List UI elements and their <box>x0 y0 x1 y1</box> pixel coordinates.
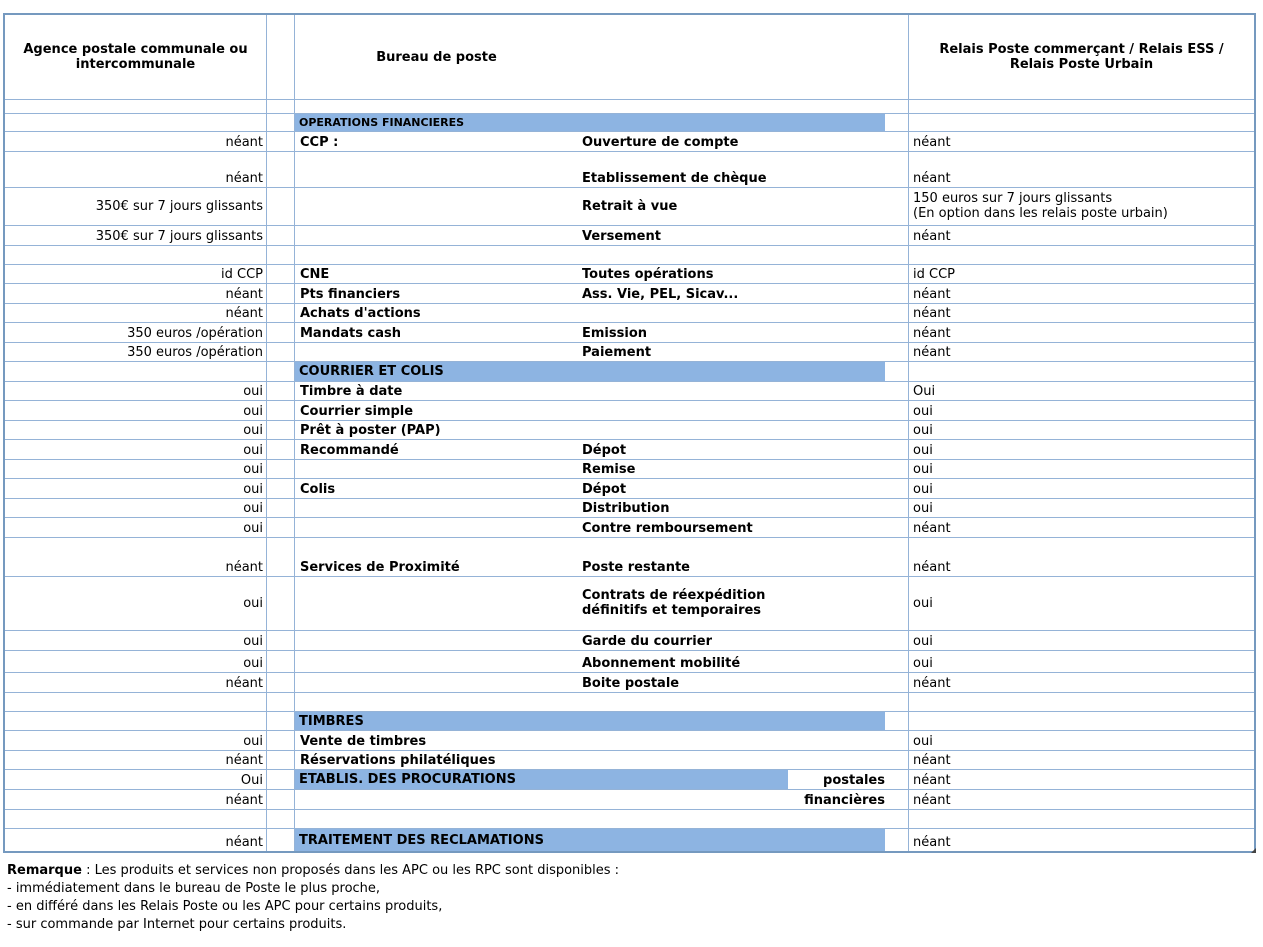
service-row <box>5 421 1254 440</box>
gap-column <box>267 712 295 730</box>
service-label: Vente de timbres <box>300 734 427 749</box>
apc-value: oui <box>5 440 267 459</box>
service-row <box>5 673 1254 693</box>
service-label <box>295 603 582 604</box>
apc-value: oui <box>5 382 267 400</box>
gap-column <box>267 673 295 692</box>
apc-value: oui <box>5 518 267 537</box>
service-sublabel: Toutes opérations <box>582 267 714 282</box>
service-sublabel: Boite postale <box>582 676 680 691</box>
remark-bullet: - immédiatement dans le bureau de Poste le plus proche, <box>7 881 381 896</box>
gap-column <box>267 226 295 245</box>
service-sublabel <box>582 438 908 439</box>
gap-column <box>267 829 295 851</box>
apc-value: 350 euros /opération <box>5 343 267 361</box>
apc-value: oui <box>5 577 267 630</box>
relais-value: oui <box>913 656 933 671</box>
service-label <box>295 649 582 650</box>
remark-bullet: - sur commande par Internet pour certains produits. <box>7 917 347 932</box>
service-label: CCP : <box>300 135 339 150</box>
gap-column <box>267 100 295 113</box>
gap-column <box>267 343 295 361</box>
bureau-cell <box>295 460 909 478</box>
relais-value: oui <box>913 443 933 458</box>
apc-value <box>5 693 267 711</box>
service-sublabel: Garde du courrier <box>582 634 712 649</box>
table-header-row <box>5 15 1254 100</box>
apc-value <box>5 114 267 131</box>
service-sublabel: Ouverture de compte <box>582 135 739 150</box>
service-row <box>5 751 1254 770</box>
service-sublabel: Contre remboursement <box>582 521 753 536</box>
header-relais <box>909 15 1254 99</box>
relais-value: néant <box>913 560 951 575</box>
gap-column <box>267 499 295 517</box>
service-label: Services de Proximité <box>300 560 460 575</box>
section-header-band: ETABLIS. DES PROCURATIONS <box>295 770 788 789</box>
service-row <box>5 382 1254 401</box>
relais-value <box>909 246 1254 264</box>
service-label <box>295 360 582 361</box>
bureau-cell <box>295 440 909 459</box>
service-row <box>5 304 1254 323</box>
section-header-band: TRAITEMENT DES RECLAMATIONS <box>295 829 885 851</box>
service-row <box>5 284 1254 304</box>
apc-value: oui <box>5 731 267 750</box>
section-row <box>5 114 1254 132</box>
service-label <box>295 808 582 809</box>
gap-column <box>267 693 295 711</box>
gap-column <box>267 382 295 400</box>
apc-value: néant <box>5 284 267 303</box>
apc-value: néant <box>5 538 267 576</box>
service-sublabel: Etablissement de chèque <box>582 171 767 186</box>
bureau-cell <box>295 421 909 439</box>
apc-value: id CCP <box>5 265 267 283</box>
apc-value: néant <box>5 829 267 851</box>
relais-value <box>909 362 1254 381</box>
service-sublabel: Poste restante <box>582 560 690 575</box>
gap-column <box>267 770 295 789</box>
remark-block <box>7 862 619 934</box>
bureau-cell <box>295 152 909 187</box>
section-header-band: TIMBRES <box>295 712 885 730</box>
service-sublabel: Remise <box>582 462 636 477</box>
section-row <box>5 829 1254 851</box>
service-row <box>5 323 1254 343</box>
service-row <box>5 226 1254 246</box>
service-row <box>5 631 1254 651</box>
service-sublabel: Retrait à vue <box>582 198 678 214</box>
relais-value: Oui <box>913 384 936 399</box>
services-table <box>3 13 1256 853</box>
bureau-cell <box>295 712 909 730</box>
bureau-cell <box>295 790 909 809</box>
service-row <box>5 265 1254 284</box>
apc-value <box>5 810 267 828</box>
remark-intro-line <box>7 862 619 880</box>
service-sublabel: financières <box>804 793 885 808</box>
service-sublabel <box>582 399 908 400</box>
relais-value: oui <box>913 501 933 516</box>
section-header-band: OPERATIONS FINANCIERES <box>295 114 885 131</box>
relais-value: néant <box>913 521 951 536</box>
relais-value: néant <box>913 229 951 244</box>
service-label <box>295 244 582 245</box>
gap-column <box>267 810 295 828</box>
service-sublabel: Contrats de réexpédition définitifs et temporaires <box>582 588 766 618</box>
service-label: CNE <box>300 267 330 282</box>
service-row <box>5 731 1254 751</box>
relais-value: id CCP <box>913 267 955 282</box>
service-sublabel: Dépot <box>582 443 627 458</box>
apc-value: néant <box>5 152 267 187</box>
gap-column <box>267 15 295 99</box>
bureau-cell <box>295 246 909 264</box>
bureau-cell <box>295 731 909 750</box>
bureau-cell <box>295 382 909 400</box>
remark-title: Remarque <box>7 863 82 878</box>
relais-value: néant <box>913 135 951 150</box>
apc-value: néant <box>5 673 267 692</box>
service-label <box>295 671 582 672</box>
section-row <box>5 770 1254 790</box>
relais-value: néant <box>913 171 951 186</box>
service-sublabel: Emission <box>582 326 647 341</box>
service-label: Achats d'actions <box>300 306 421 321</box>
gap-column <box>267 246 295 264</box>
bureau-cell <box>295 401 909 420</box>
service-label <box>295 516 582 517</box>
service-sublabel: Versement <box>582 229 661 244</box>
section-row <box>5 712 1254 731</box>
bureau-cell <box>295 518 909 537</box>
service-sublabel: Ass. Vie, PEL, Sicav... <box>582 287 739 302</box>
service-row <box>5 188 1254 226</box>
service-label: Pts financiers <box>300 287 401 302</box>
apc-value: néant <box>5 132 267 151</box>
gap-column <box>267 132 295 151</box>
bureau-cell <box>295 226 909 245</box>
apc-value: Oui <box>5 770 267 789</box>
bureau-cell <box>295 479 909 498</box>
bureau-cell <box>295 284 909 303</box>
bureau-cell <box>295 499 909 517</box>
service-row <box>5 440 1254 460</box>
service-label <box>295 477 582 478</box>
section-header-band: COURRIER ET COLIS <box>295 362 885 381</box>
relais-value: néant <box>913 287 951 302</box>
apc-value: oui <box>5 479 267 498</box>
header-apc <box>5 15 267 99</box>
service-sublabel <box>582 749 908 750</box>
gap-column <box>267 479 295 498</box>
bureau-cell <box>295 188 909 225</box>
service-row <box>5 460 1254 479</box>
gap-column <box>267 538 295 576</box>
service-sublabel: Abonnement mobilité <box>582 656 741 671</box>
apc-value: 350€ sur 7 jours glissants <box>5 188 267 225</box>
gap-column <box>267 731 295 750</box>
bureau-cell <box>295 538 909 576</box>
bureau-cell <box>295 810 909 828</box>
bureau-cell <box>295 323 909 342</box>
apc-value: oui <box>5 651 267 672</box>
bureau-cell <box>295 265 909 283</box>
service-label: Mandats cash <box>300 326 401 341</box>
spacer-row <box>5 100 1254 114</box>
remark-bullet: - en différé dans les Relais Poste ou les APC pour certains produits, <box>7 899 443 914</box>
gap-column <box>267 362 295 381</box>
gap-column <box>267 460 295 478</box>
gap-column <box>267 152 295 187</box>
relais-value: néant <box>913 835 951 850</box>
service-label: Recommandé <box>300 443 399 458</box>
bureau-cell <box>295 631 909 650</box>
apc-value: néant <box>5 751 267 769</box>
service-label <box>295 691 582 692</box>
service-label: Timbre à date <box>300 384 403 399</box>
relais-value: néant <box>913 345 951 360</box>
gap-column <box>267 265 295 283</box>
gap-column <box>267 323 295 342</box>
bureau-cell <box>295 343 909 361</box>
service-sublabel: Dépot <box>582 482 627 497</box>
service-sublabel: Paiement <box>582 345 652 360</box>
bureau-cell <box>295 829 909 851</box>
service-row <box>5 401 1254 421</box>
relais-value <box>909 100 1254 113</box>
bureau-cell <box>295 304 909 322</box>
header-bureau <box>295 15 909 99</box>
service-label: Prêt à poster (PAP) <box>300 423 441 438</box>
relais-value: néant <box>913 306 951 321</box>
service-label: Courrier simple <box>300 404 414 419</box>
relais-value: 150 euros sur 7 jours glissants (En option dans les relais poste urbain) <box>913 191 1168 221</box>
service-row <box>5 132 1254 152</box>
service-sublabel <box>582 768 908 769</box>
apc-value: oui <box>5 631 267 650</box>
service-label <box>295 206 582 207</box>
apc-value: 350€ sur 7 jours glissants <box>5 226 267 245</box>
gap-column <box>267 518 295 537</box>
relais-value: oui <box>913 404 933 419</box>
gap-column <box>267 440 295 459</box>
gap-column <box>267 188 295 225</box>
relais-value <box>909 810 1254 828</box>
relais-value: néant <box>913 773 951 788</box>
service-row <box>5 152 1254 188</box>
spacer-row <box>5 246 1254 265</box>
remark-intro: : Les produits et services non proposés dans les APC ou les RPC sont disponibles : <box>81 863 620 878</box>
section-row <box>5 362 1254 382</box>
bureau-cell <box>295 770 909 789</box>
header-relais-label: Relais Poste commerçant / Relais ESS / Relais Poste Urbain <box>939 42 1224 72</box>
bureau-cell <box>295 577 909 630</box>
service-row <box>5 343 1254 362</box>
gap-column <box>267 114 295 131</box>
relais-value: oui <box>913 462 933 477</box>
gap-column <box>267 304 295 322</box>
apc-value: néant <box>5 790 267 809</box>
relais-value: oui <box>913 734 933 749</box>
service-row <box>5 479 1254 499</box>
service-sublabel: Distribution <box>582 501 670 516</box>
gap-column <box>267 631 295 650</box>
relais-value <box>909 712 1254 730</box>
relais-value: néant <box>913 326 951 341</box>
bureau-cell <box>295 751 909 769</box>
bureau-cell <box>295 362 909 381</box>
bureau-cell <box>295 114 909 131</box>
apc-value: 350 euros /opération <box>5 323 267 342</box>
apc-value <box>5 100 267 113</box>
apc-value: oui <box>5 499 267 517</box>
bureau-cell <box>295 651 909 672</box>
apc-value: oui <box>5 401 267 420</box>
relais-value: néant <box>913 676 951 691</box>
gap-column <box>267 790 295 809</box>
gap-column <box>267 577 295 630</box>
relais-value: néant <box>913 753 951 768</box>
service-sublabel <box>582 321 908 322</box>
service-label <box>295 536 582 537</box>
service-row <box>5 790 1254 810</box>
service-label <box>295 169 582 170</box>
service-sublabel <box>582 419 908 420</box>
spacer-row <box>5 693 1254 712</box>
relais-value: néant <box>913 793 951 808</box>
service-row <box>5 499 1254 518</box>
service-row <box>5 538 1254 577</box>
table-body <box>5 100 1254 851</box>
gap-column <box>267 401 295 420</box>
gap-column <box>267 284 295 303</box>
service-label: Réservations philatéliques <box>300 753 496 768</box>
spacer-row <box>5 810 1254 829</box>
gap-column <box>267 421 295 439</box>
apc-value: oui <box>5 460 267 478</box>
bureau-cell <box>295 673 909 692</box>
header-bureau-label: Bureau de poste <box>376 49 497 65</box>
bureau-cell <box>295 132 909 151</box>
relais-value: oui <box>913 423 933 438</box>
apc-value: néant <box>5 304 267 322</box>
gap-column <box>267 651 295 672</box>
apc-value <box>5 712 267 730</box>
relais-value <box>909 114 1254 131</box>
header-apc-label: Agence postale communale ou intercommunale <box>23 42 248 72</box>
gap-column <box>267 751 295 769</box>
apc-value <box>5 246 267 264</box>
service-row <box>5 577 1254 631</box>
relais-value <box>909 693 1254 711</box>
relais-value: oui <box>913 482 933 497</box>
bureau-cell <box>295 100 909 113</box>
service-row <box>5 518 1254 538</box>
apc-value <box>5 362 267 381</box>
service-label: Colis <box>300 482 336 497</box>
service-sublabel: postales <box>823 773 885 788</box>
apc-value: oui <box>5 421 267 439</box>
relais-value: oui <box>913 634 933 649</box>
bureau-cell <box>295 693 909 711</box>
service-row <box>5 651 1254 673</box>
relais-value: oui <box>913 595 933 611</box>
